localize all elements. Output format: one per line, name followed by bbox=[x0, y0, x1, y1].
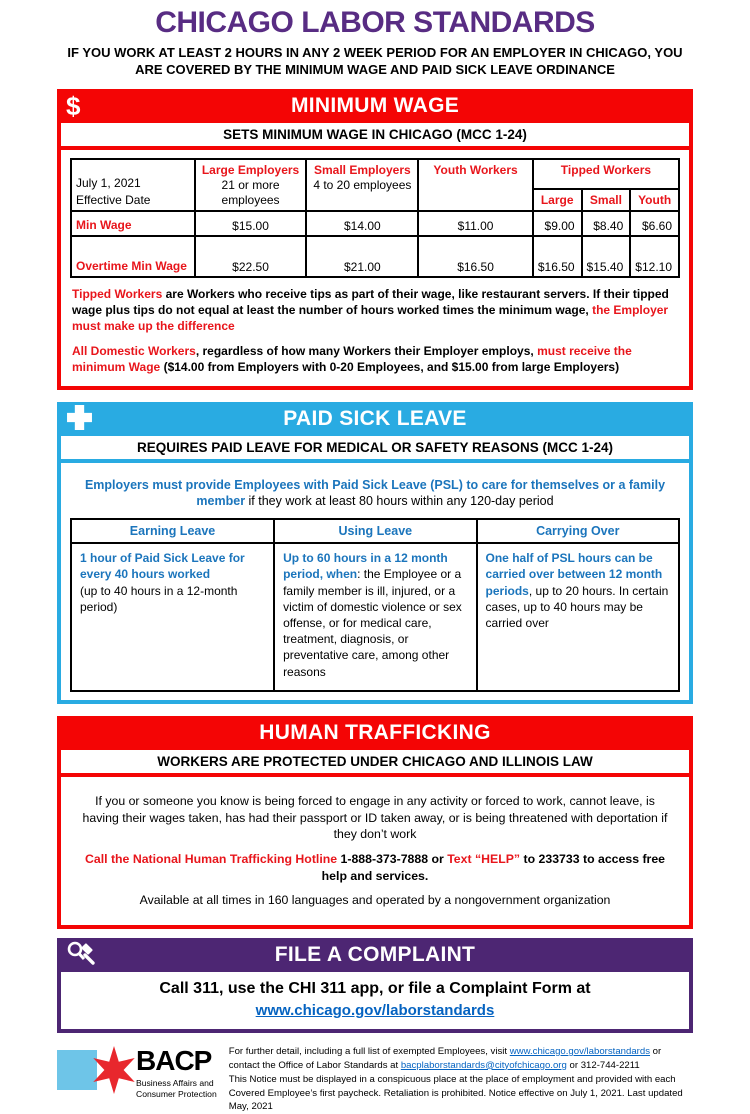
cell-text-segment: : the Employee or a family member is ill, injured, or a victim of domestic violence or sex offense, or for medical care, treatment, diagnosis, or preventative care, among other reasons bbox=[283, 567, 462, 679]
note-text-segment: ($14.00 from Employers with 0-20 Employees, and $15.00 from large Employers) bbox=[163, 359, 620, 374]
fine-print-paragraph-2: This Notice must be displayed in a conspicuous place at the place of employment and provided with each Covered Employee’s first paycheck. Retaliation is prohibited. Notice effective on July 1, 2021. Last updated May, 2021 bbox=[228, 1073, 683, 1113]
fine-print-segment: For further detail, including a full list of exempted Employees, visit bbox=[228, 1045, 510, 1057]
overtime-min-wage-row bbox=[71, 236, 679, 277]
human-trafficking-header bbox=[57, 716, 693, 750]
minimum-wage-header bbox=[57, 89, 693, 123]
min-wage-tipped-large: $9.00 bbox=[533, 211, 582, 236]
intro-text-segment: Employers must provide Employees with Paid Sick Leave (PSL) to care for themselves or a family member bbox=[84, 477, 666, 509]
note-text-segment: All Domestic Workers bbox=[72, 343, 196, 358]
min-wage-large: $15.00 bbox=[195, 211, 307, 236]
overtime-large: $22.50 bbox=[195, 236, 307, 277]
file-complaint-header bbox=[57, 938, 693, 972]
fine-print-paragraph-1 bbox=[229, 1045, 693, 1073]
file-complaint-frame bbox=[57, 972, 693, 1033]
human-trafficking-title: HUMAN TRAFFICKING bbox=[259, 721, 491, 745]
psl-header-using: Using Leave bbox=[274, 519, 476, 543]
column-large-title: Large Employers bbox=[201, 162, 300, 177]
tipped-youth-header: Youth bbox=[630, 189, 679, 211]
section-paid-sick-leave bbox=[57, 402, 693, 705]
paid-sick-leave-subheading: REQUIRES PAID LEAVE FOR MEDICAL OR SAFETY REASONS (MCC 1-24) bbox=[61, 436, 689, 463]
bacp-acronym: BACP bbox=[136, 1044, 212, 1076]
cell-text-segment: One half of PSL hours can be carried over between 12 month periods bbox=[485, 551, 663, 598]
section-human-trafficking bbox=[57, 716, 693, 929]
cell-text-segment: , up to 20 hours. In certain cases, up to 40 hours may be carried over bbox=[485, 583, 669, 631]
hotline-text-segment: Call the National Human Trafficking Hotline bbox=[84, 852, 341, 867]
cell-text-segment: 1 hour of Paid Sick Leave for every 40 hours worked bbox=[80, 551, 245, 582]
bacp-dept-line1: Business Affairs and bbox=[136, 1077, 214, 1088]
hotline-text-segment: 1-888-373-7888 or bbox=[340, 852, 448, 867]
dollar-icon: $ bbox=[66, 90, 81, 121]
column-small-title: Small Employers bbox=[313, 162, 411, 177]
trafficking-availability: Available at all times in 160 languages and operated by a nongovernment organization bbox=[139, 893, 611, 908]
human-trafficking-body bbox=[61, 777, 689, 925]
column-large-subtitle: 21 or more employees bbox=[221, 177, 280, 207]
labor-standards-link[interactable]: www.chicago.gov/laborstandards bbox=[255, 1001, 495, 1019]
note-text-segment: must receive the minimum Wage bbox=[72, 343, 632, 374]
hotline-text-segment: to 233733 to access free help and services. bbox=[321, 852, 666, 883]
trafficking-paragraph: If you or someone you know is being forced to engage in any activity or forced to work, cannot leave, is having their wages taken, has had their passport or ID taken away, or is being threatened with deportation if they don’t work bbox=[82, 794, 668, 842]
page-subtitle: IF YOU WORK AT LEAST 2 HOURS IN ANY 2 WEEK PERIOD FOR AN EMPLOYER IN CHICAGO, YOU ARE COVERED BY THE MINIMUM WAGE AND PAID SICK LEAVE ORDINANCE bbox=[67, 45, 683, 77]
chicago-star-icon bbox=[90, 1046, 138, 1099]
paid-sick-leave-frame bbox=[57, 436, 693, 705]
bacp-department bbox=[136, 1078, 217, 1100]
psl-header-row bbox=[71, 519, 679, 543]
bacp-logo-text bbox=[136, 1044, 217, 1100]
file-complaint-title: FILE A COMPLAINT bbox=[274, 942, 476, 966]
psl-table bbox=[70, 518, 680, 692]
overtime-row-label: Overtime Min Wage bbox=[71, 236, 195, 277]
domestic-workers-note bbox=[72, 344, 678, 376]
min-wage-small: $14.00 bbox=[306, 211, 418, 236]
note-text-segment: the Employer must make up the difference bbox=[72, 302, 669, 333]
trafficking-hotline bbox=[80, 851, 670, 884]
cell-text-segment: (up to 40 hours in a 12-month period) bbox=[80, 583, 238, 614]
minimum-wage-table bbox=[70, 158, 680, 278]
fine-print bbox=[229, 1043, 693, 1114]
min-wage-row-label: Min Wage bbox=[71, 211, 195, 236]
human-trafficking-subheading: WORKERS ARE PROTECTED UNDER CHICAGO AND ILLINOIS LAW bbox=[61, 750, 689, 777]
paid-sick-leave-header bbox=[57, 402, 693, 436]
tipped-workers-note bbox=[72, 287, 678, 335]
complaint-gavel-icon bbox=[66, 940, 98, 968]
section-minimum-wage bbox=[57, 89, 693, 390]
bacp-dept-line2: Consumer Protection bbox=[136, 1089, 217, 1100]
column-small-employers bbox=[306, 159, 418, 211]
footer-labor-standards-link[interactable]: www.chicago.gov/laborstandards bbox=[509, 1045, 651, 1057]
overtime-youth: $16.50 bbox=[418, 236, 533, 277]
effective-date-line1: July 1, 2021 bbox=[76, 176, 141, 191]
overtime-tipped-youth: $12.10 bbox=[630, 236, 679, 277]
footer bbox=[57, 1041, 693, 1114]
psl-header-carrying: Carrying Over bbox=[477, 519, 679, 543]
cell-text-segment: Up to 60 hours in a 12 month period, when bbox=[283, 551, 448, 582]
column-small-subtitle: 4 to 20 employees bbox=[313, 177, 412, 192]
note-text-segment: , regardless of how many Workers their Employer employs, bbox=[195, 343, 538, 358]
min-wage-tipped-youth: $6.60 bbox=[630, 211, 679, 236]
fine-print-segment: or contact the Office of Labor Standards at bbox=[228, 1045, 662, 1071]
psl-carrying-cell bbox=[477, 543, 679, 691]
intro-text-segment: if they work at least 80 hours within any 120-day period bbox=[248, 494, 554, 509]
note-text-segment: Tipped Workers bbox=[72, 286, 166, 301]
tipped-large-header: Large bbox=[533, 189, 582, 211]
paid-sick-leave-title: PAID SICK LEAVE bbox=[283, 406, 467, 430]
effective-date-cell bbox=[71, 159, 195, 211]
overtime-tipped-small: $15.40 bbox=[582, 236, 631, 277]
min-wage-youth: $11.00 bbox=[418, 211, 533, 236]
minimum-wage-subheading: SETS MINIMUM WAGE IN CHICAGO (MCC 1-24) bbox=[61, 123, 689, 150]
psl-body-row bbox=[71, 543, 679, 691]
bacp-logo bbox=[57, 1043, 217, 1100]
hotline-text-segment: Text “HELP” bbox=[447, 852, 524, 867]
column-large-employers bbox=[195, 159, 307, 211]
overtime-small: $21.00 bbox=[306, 236, 418, 277]
effective-date-line2: Effective Date bbox=[76, 192, 151, 207]
psl-using-cell bbox=[274, 543, 476, 691]
table-header-row bbox=[71, 159, 679, 189]
medical-cross-icon bbox=[66, 404, 93, 431]
psl-intro bbox=[70, 471, 680, 519]
paid-sick-leave-body bbox=[61, 463, 689, 701]
minimum-wage-frame bbox=[57, 123, 693, 390]
fine-print-segment: or 312-744-2211 bbox=[566, 1059, 640, 1071]
footer-email-link[interactable]: bacplaborstandards@cityofchicago.org bbox=[400, 1059, 567, 1071]
column-youth-title: Youth Workers bbox=[433, 162, 518, 177]
minimum-wage-title: MINIMUM WAGE bbox=[290, 93, 460, 117]
column-youth-workers bbox=[418, 159, 533, 211]
minimum-wage-body bbox=[61, 150, 689, 386]
overtime-tipped-large: $16.50 bbox=[533, 236, 582, 277]
page-title: CHICAGO LABOR STANDARDS bbox=[155, 6, 595, 39]
psl-earning-cell bbox=[71, 543, 274, 691]
human-trafficking-frame bbox=[57, 750, 693, 929]
min-wage-row bbox=[71, 211, 679, 236]
complaint-instructions: Call 311, use the CHI 311 app, or file a Complaint Form at bbox=[159, 979, 591, 997]
section-file-complaint bbox=[57, 938, 693, 1033]
psl-header-earning: Earning Leave bbox=[71, 519, 274, 543]
note-text-segment: are Workers who receive tips as part of their wage, like restaurant servers. If their tipped wage plus tips do not equal at least the number of hours worked times the minimum wage, bbox=[72, 286, 669, 317]
column-tipped-workers: Tipped Workers bbox=[533, 159, 679, 189]
file-complaint-body bbox=[61, 972, 689, 1029]
tipped-small-header: Small bbox=[582, 189, 631, 211]
min-wage-tipped-small: $8.40 bbox=[582, 211, 631, 236]
